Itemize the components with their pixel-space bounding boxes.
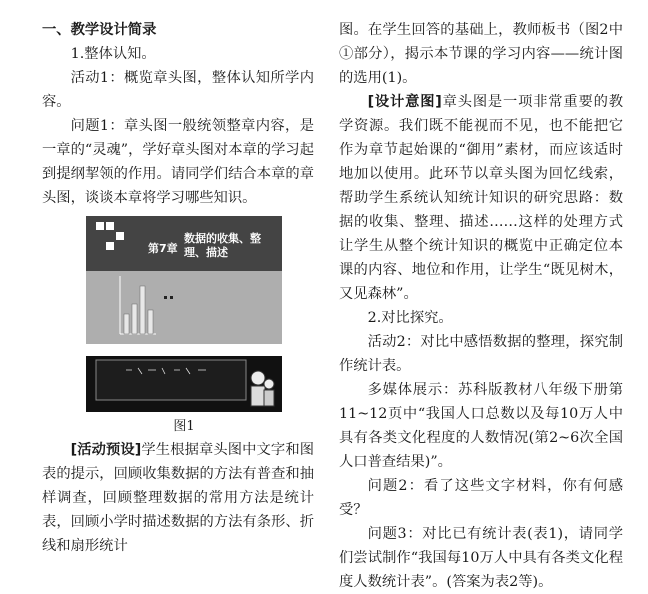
activity-preview (42, 438, 314, 558)
activity-2: 活动2：对比中感悟数据的整理，探究制作统计表。 (339, 334, 623, 374)
media-display: 多媒体展示：苏科版教材八年级下册第11~12页中“我国人口总数以及每10万人中具有各类文化程度的人数情况(第2~6次全国人口普查结果)”。 (339, 382, 623, 470)
section-heading: 一、教学设计简录 (42, 22, 157, 38)
subheading-2: 2.对比探究。 (367, 310, 453, 326)
classroom-illustration (86, 356, 282, 412)
left-column (42, 18, 314, 558)
chapter-title: 数据的收集、整理、描述 (184, 232, 261, 259)
question-3: 问题3：对比已有统计表(表1)，请同学们尝试制作“我国每10万人中具有各类文化程度人数统计表”。(答案为表2等)。 (339, 526, 623, 590)
design-intent (339, 90, 623, 306)
question-1: 问题1：章头图一般统领整章内容，是一章的“灵魂”，学好章头图对本章的学习起到提纲挈领的作用。请同学们结合本章的章头图，谈谈本章将学习哪些知识。 (42, 118, 314, 206)
activity-1: 活动1：概览章头图，整体认知所学内容。 (42, 70, 314, 110)
continuation-paragraph: 图。在学生回答的基础上，教师板书（图2中①部分），揭示本节课的学习内容——统计图的选用(1)。 (339, 22, 623, 86)
preview-text: 学生根据章头图中文字和图表的提示，回顾收集数据的方法有普查和抽样调查，回顾整理数据的常用方法是统计表，回顾小学时描述数据的方法有条形、折线和扇形统计 (42, 442, 315, 554)
subheading-1: 1.整体认知。 (70, 46, 156, 62)
intent-text: 章头图是一项非常重要的教学资源。我们既不能视而不见，也不能把它作为章节起始课的“御用”素材，而应该适时地加以使用。此环节以章头图为回忆线索，帮助学生系统认知统计知识的研究思路：数据的收集、整理、描述……这样的处理方式让学生从整个统计知识的概览中正确定位本课的内容、地位和作用，让学生“既见树木，又见森林”。 (339, 94, 623, 302)
preview-tag: [活动预设] (70, 442, 142, 458)
figure-1 (86, 216, 282, 438)
question-2: 问题2：看了这些文字材料，你有何感受？ (339, 478, 623, 518)
intent-tag: [设计意图] (367, 94, 442, 110)
chapter-image (86, 216, 282, 344)
chapter-number: 第7章 (148, 242, 178, 255)
right-column (339, 18, 623, 594)
figure-caption: 图1 (173, 419, 195, 434)
